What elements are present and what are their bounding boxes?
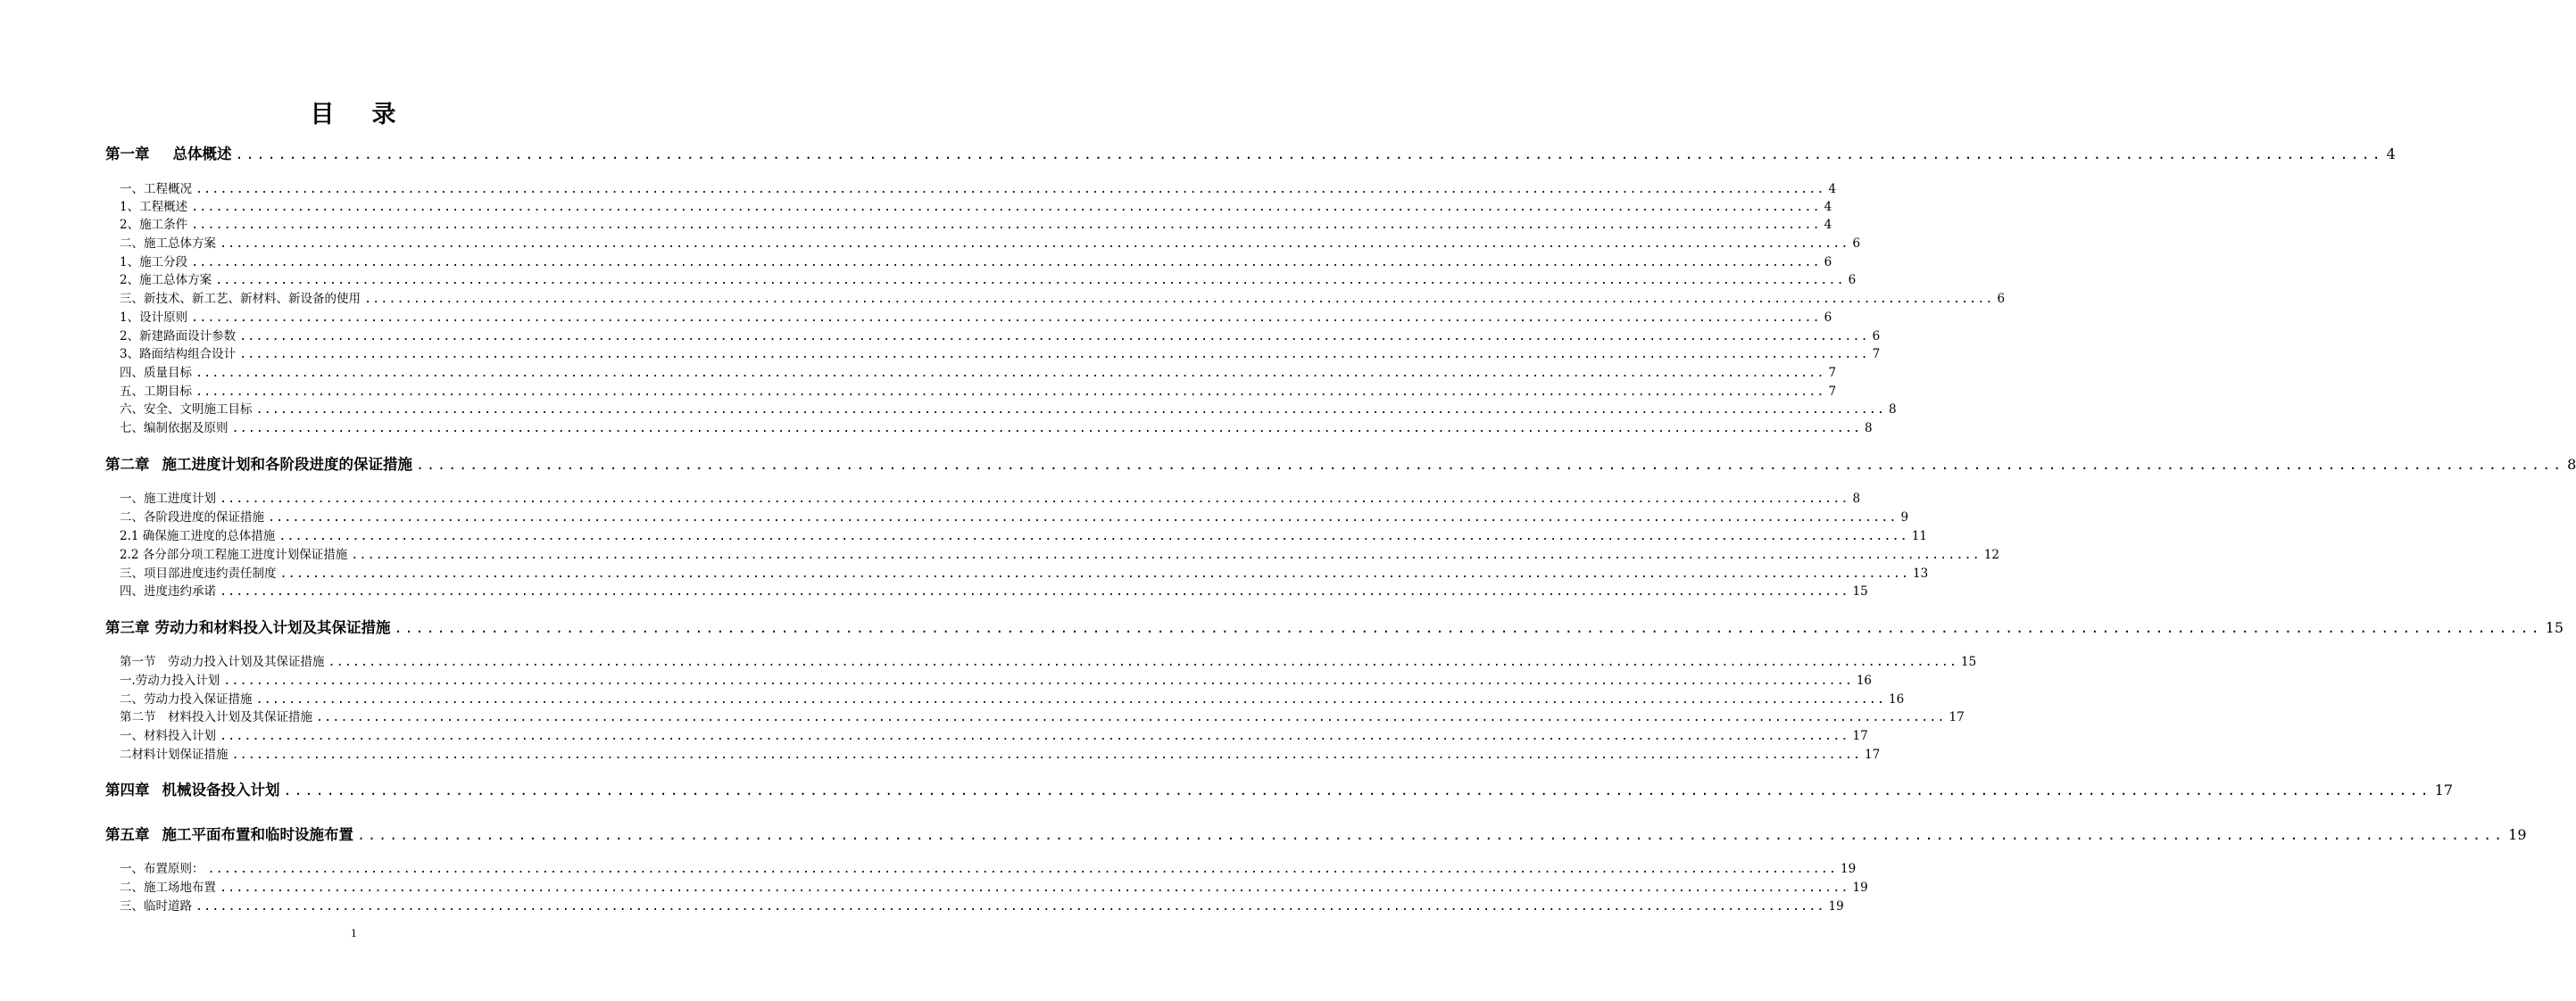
toc-entry[interactable]: 3、路面结构组合设计 ........................................................................................................................................................................................................ 7: [120, 347, 1881, 361]
toc-title-left: 目: [310, 101, 337, 128]
toc-entry[interactable]: 2、新建路面设计参数 ........................................................................................................................................................................................................ 6: [120, 329, 1881, 343]
chapter-page: 19: [2508, 826, 2527, 843]
toc-chapter-5[interactable]: [105, 823, 2527, 847]
toc-entry[interactable]: 第二节 材料投入计划及其保证措施 ........................................................................................................................................................................................................ 17: [120, 710, 1965, 724]
toc-entry[interactable]: 二、施工场地布置 ........................................................................................................................................................................................................ 19: [120, 881, 1868, 895]
toc-entry[interactable]: 四、进度违约承诺 ........................................................................................................................................................................................................ 15: [120, 584, 1868, 599]
chapter-label: 第二章 施工进度计划和各阶段进度的保证措施: [105, 456, 412, 473]
toc-chapter-1[interactable]: [105, 143, 2396, 166]
toc-entry[interactable]: 一、工程概况 ........................................................................................................................................................................................................ 4: [120, 182, 1837, 196]
leader-dots: ........................................................................................................................................................................................................: [283, 782, 2431, 798]
leader-dots: ........................................................................................................................................................................................................: [416, 457, 2564, 473]
toc-entry[interactable]: 1、施工分段 ........................................................................................................................................................................................................ 6: [120, 255, 1832, 269]
toc-chapter-3[interactable]: [105, 616, 2564, 640]
page-number: 1: [351, 928, 357, 939]
toc-chapter-2[interactable]: [105, 453, 2576, 476]
toc-entry[interactable]: 第一节 劳动力投入计划及其保证措施 ........................................................................................................................................................................................................ 15: [120, 655, 1977, 669]
toc-entry[interactable]: 二材料计划保证措施 ........................................................................................................................................................................................................ 17: [120, 748, 1881, 762]
toc-entry[interactable]: 一.劳动力投入计划 ........................................................................................................................................................................................................ 16: [120, 674, 1873, 688]
toc-entry[interactable]: 三、项目部进度违约责任制度 ........................................................................................................................................................................................................ 13: [120, 567, 1929, 581]
toc-entry[interactable]: 1、设计原则 ........................................................................................................................................................................................................ 6: [120, 310, 1832, 325]
toc-entry[interactable]: 二、施工总体方案 ........................................................................................................................................................................................................ 6: [120, 236, 1861, 251]
toc-entry[interactable]: 2.2 各分部分项工程施工进度计划保证措施 ........................................................................................................................................................................................................ 12: [120, 548, 1999, 562]
toc-entry[interactable]: 2、施工条件 ........................................................................................................................................................................................................ 4: [120, 218, 1832, 232]
toc-entry[interactable]: 三、临时道路 ........................................................................................................................................................................................................ 19: [120, 899, 1844, 914]
toc-entry[interactable]: 一、施工进度计划 ........................................................................................................................................................................................................ 8: [120, 492, 1861, 506]
toc-entry[interactable]: 四、质量目标 ........................................................................................................................................................................................................ 7: [120, 366, 1837, 380]
toc-title-right: 录: [371, 101, 398, 128]
leader-dots: ........................................................................................................................................................................................................: [357, 827, 2505, 843]
chapter-page: 8: [2567, 456, 2576, 473]
toc-entry[interactable]: 2.1 确保施工进度的总体措施 ........................................................................................................................................................................................................ 11: [120, 529, 1927, 543]
leader-dots: ........................................................................................................................................................................................................: [394, 620, 2542, 636]
toc-entry[interactable]: 三、新技术、新工艺、新材料、新设备的使用 ........................................................................................................................................................................................................ 6: [120, 292, 2006, 306]
toc-entry[interactable]: 1、工程概述 ........................................................................................................................................................................................................ 4: [120, 200, 1832, 214]
chapter-label: 第一章 总体概述: [105, 145, 232, 162]
toc-entry[interactable]: 二、各阶段进度的保证措施 ........................................................................................................................................................................................................ 9: [120, 510, 1909, 525]
toc-entry[interactable]: 二、劳动力投入保证措施 ........................................................................................................................................................................................................ 16: [120, 692, 1905, 707]
toc-entry[interactable]: 一、布置原则： ........................................................................................................................................................................................................ 19: [120, 862, 1857, 876]
toc-entry[interactable]: 一、材料投入计划 ........................................................................................................................................................................................................ 17: [120, 729, 1868, 743]
chapter-label: 第五章 施工平面布置和临时设施布置: [105, 826, 353, 843]
chapter-label: 第四章 机械设备投入计划: [105, 782, 280, 798]
toc-entry[interactable]: 六、安全、文明施工目标 ........................................................................................................................................................................................................ 8: [120, 402, 1897, 417]
toc-entry[interactable]: 2、施工总体方案 ........................................................................................................................................................................................................ 6: [120, 273, 1857, 287]
leader-dots: ........................................................................................................................................................................................................: [235, 146, 2383, 162]
toc-title: [0, 95, 708, 129]
chapter-page: 4: [2386, 145, 2396, 162]
chapter-page: 15: [2545, 619, 2564, 636]
chapter-label: 第三章 劳动力和材料投入计划及其保证措施: [105, 619, 391, 636]
chapter-page: 17: [2434, 782, 2454, 798]
toc-entry[interactable]: 七、编制依据及原则 ........................................................................................................................................................................................................ 8: [120, 421, 1873, 435]
toc-chapter-4[interactable]: [105, 779, 2454, 802]
toc-entry[interactable]: 五、工期目标 ........................................................................................................................................................................................................ 7: [120, 385, 1837, 399]
